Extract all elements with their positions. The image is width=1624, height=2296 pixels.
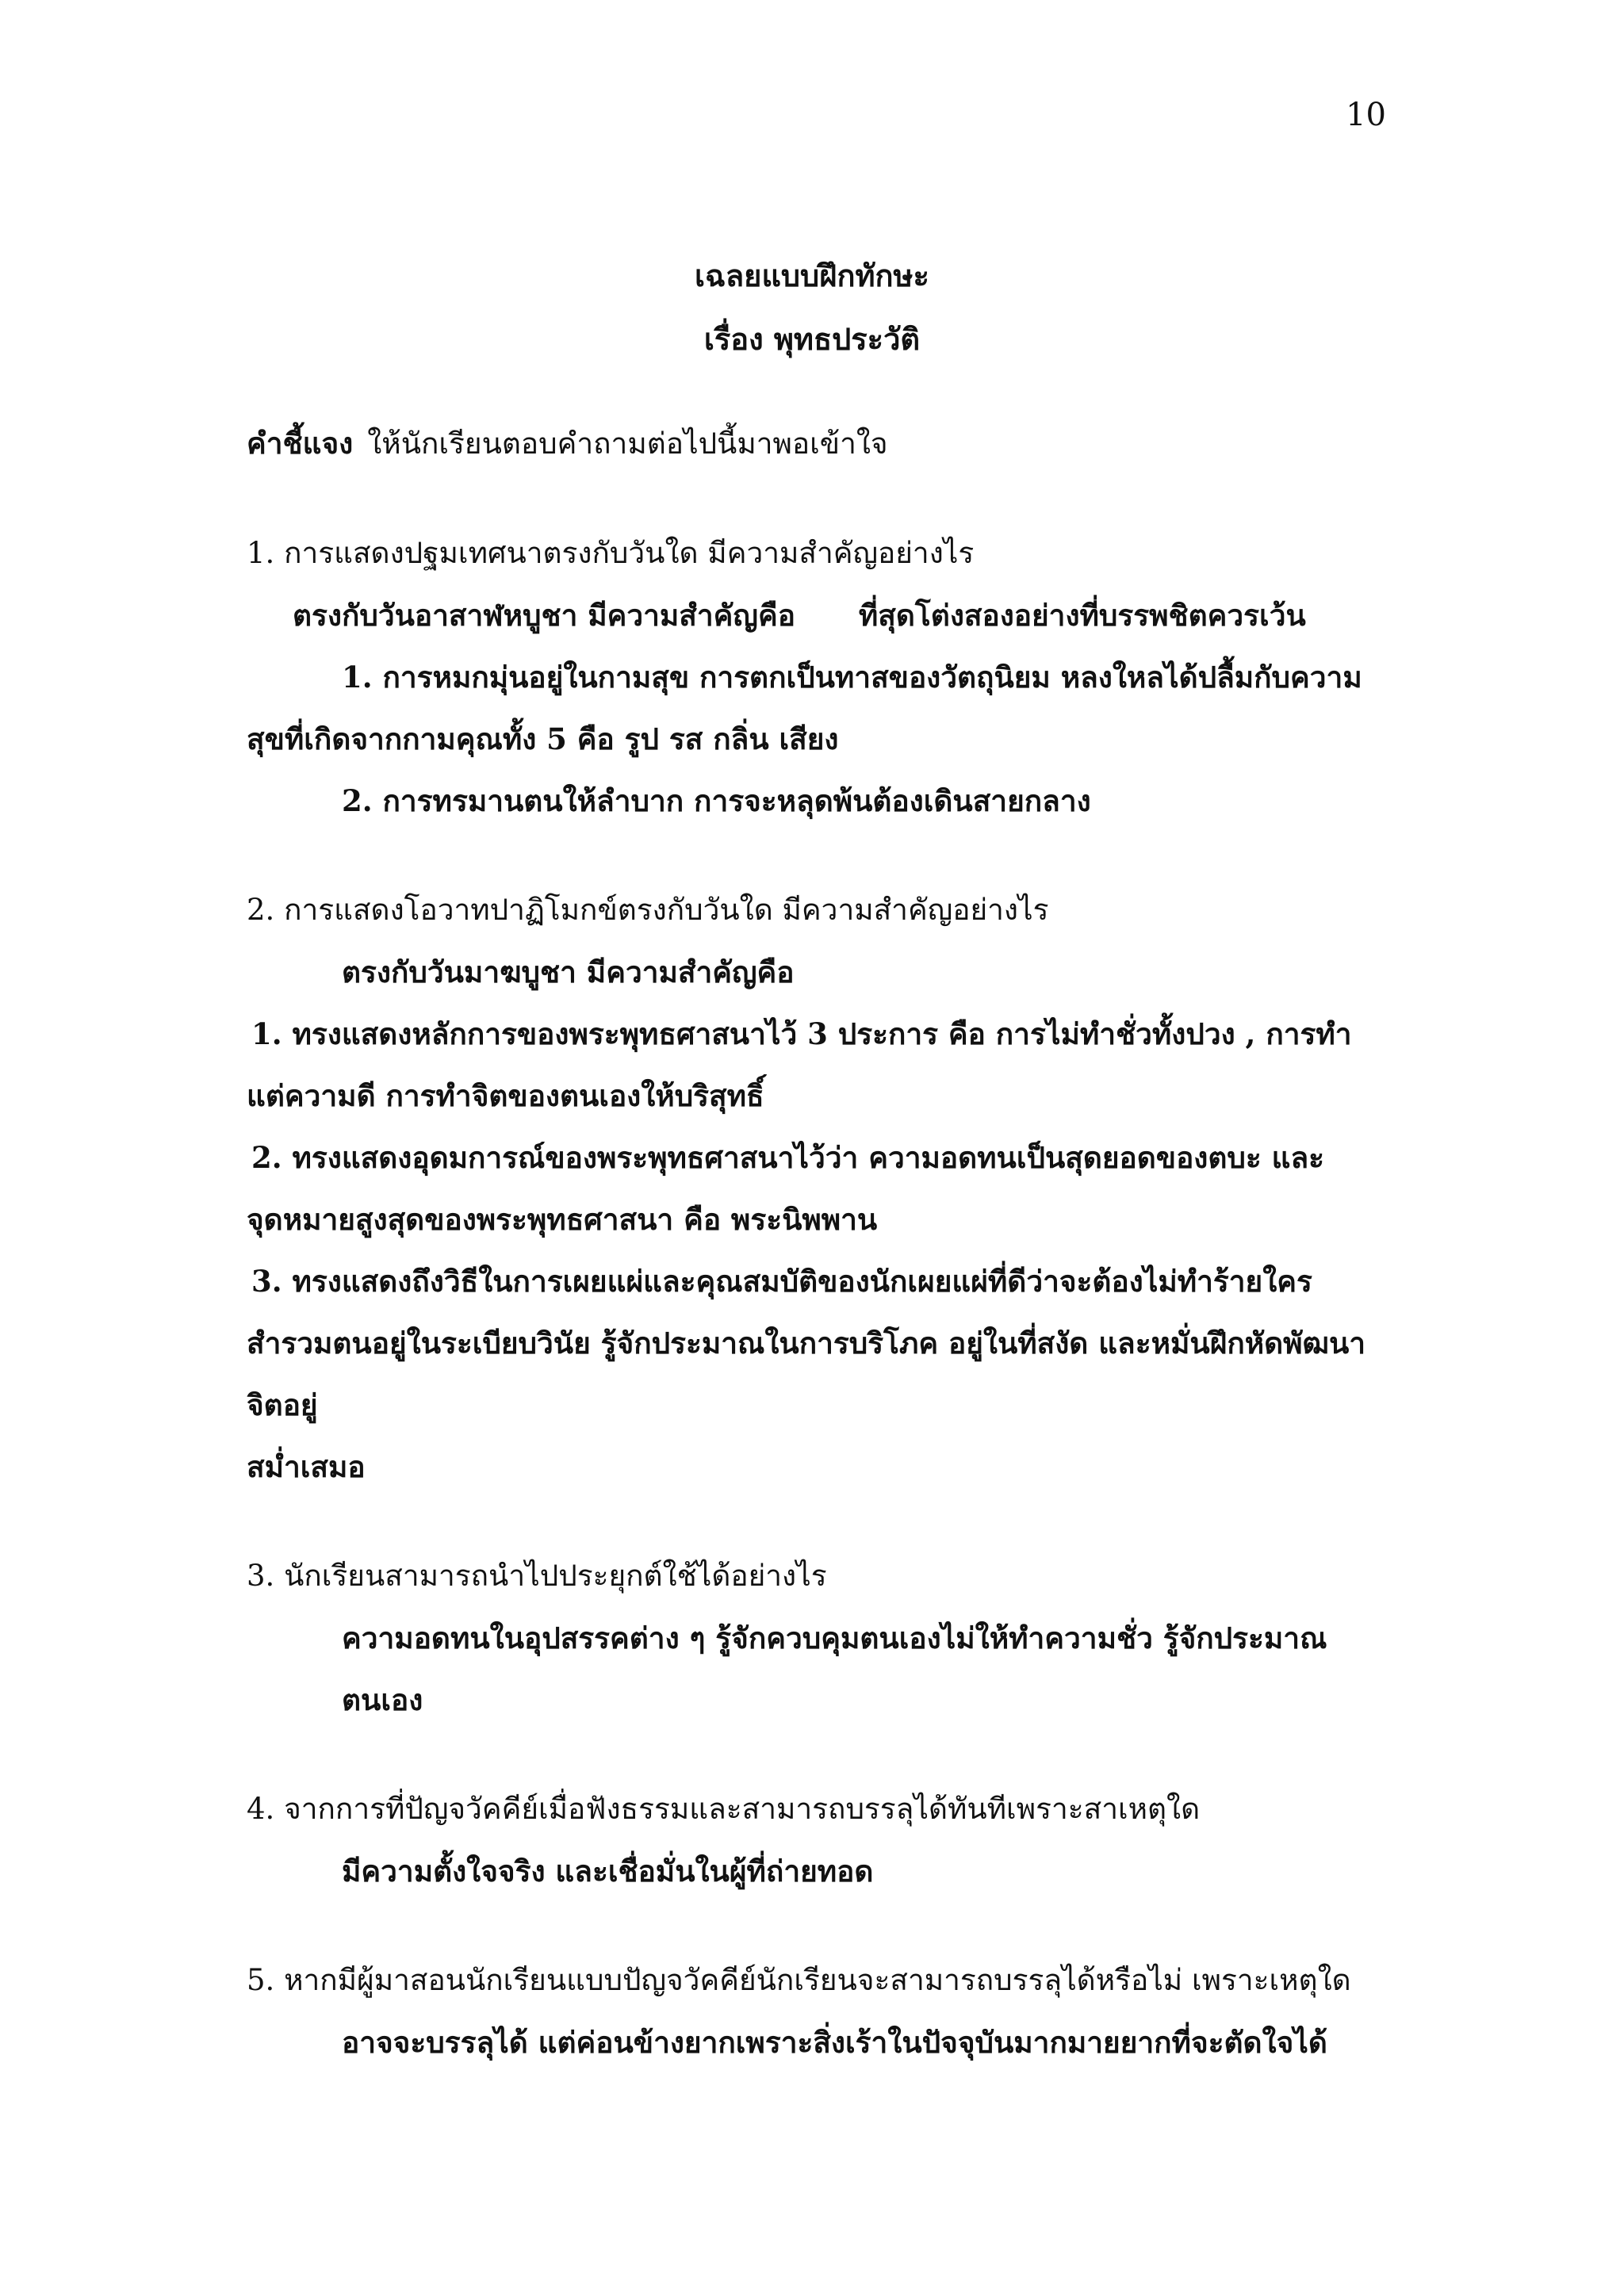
- answer-2-point-2-cont: จุดหมายสูงสุดของพระพุทธศาสนา คือ พระนิพพาน: [247, 1202, 878, 1237]
- answer-1-point-1: 1. การหมกมุ่นอยู่ในกามสุข การตกเป็นทาสของวัตถุนิยม หลงใหลได้ปลื้มกับความสุขที่เกิดจากกามคุณทั้ง 5 คือ รูป รส กลิ่น เสียง: [247, 660, 1362, 756]
- answer-1-point-2: 2. การทรมานตนให้ลำบาก การจะหลุดพ้นต้องเดินสายกลาง: [342, 783, 1091, 818]
- question-2-section: [247, 879, 1388, 1498]
- answer-2-point-1: 1. ทรงแสดงหลักการของพระพุทธศาสนาไว้ 3 ประการ คือ การไม่ทำชั่วทั้งปวง , การทำ: [251, 1016, 1352, 1051]
- question-3: 3. นักเรียนสามารถนำไปประยุกต์ใช้ได้อย่างไร: [247, 1559, 827, 1593]
- answer-2-point-1-cont: แต่ความดี การทำจิตของตนเองให้บริสุทธิ์: [247, 1078, 764, 1113]
- answer-2-point-3-cont: สำรวมตนอยู่ในระเบียบวินัย รู้จักประมาณในการบริโภค อยู่ในที่สงัด และหมั่นฝึกหัดพัฒนาจิตอยู่: [247, 1326, 1366, 1422]
- answer-5: อาจจะบรรลุได้ แต่ค่อนข้างยากเพราะสิ่งเร้าในปัจจุบันมากมายยากที่จะตัดใจได้: [342, 2025, 1327, 2060]
- title-block: [0, 244, 1624, 371]
- question-3-section: [247, 1545, 1388, 1731]
- instructions-label: คำชี้แจง: [247, 426, 354, 461]
- page-number: 10: [1346, 97, 1386, 133]
- answer-2-point-3: 3. ทรงแสดงถึงวิธีในการเผยแผ่และคุณสมบัติของนักเผยแผ่ที่ดีว่าจะต้องไม่ทำร้ายใคร: [251, 1264, 1312, 1299]
- instructions: [247, 412, 1388, 475]
- page-subtitle: เรื่อง พุทธประวัติ: [703, 321, 921, 357]
- question-1-section: [247, 522, 1388, 832]
- document-body: [247, 412, 1388, 2121]
- question-1: 1. การแสดงปฐมเทศนาตรงกับวันใด มีความสำคัญอย่างไร: [247, 536, 975, 570]
- question-2: 2. การแสดงโอวาทปาฏิโมกข์ตรงกับวันใด มีความสำคัญอย่างไร: [247, 893, 1049, 927]
- question-5: 5. หากมีผู้มาสอนนักเรียนแบบปัญจวัคคีย์นักเรียนจะสามารถบรรลุได้หรือไม่ เพราะเหตุใด: [247, 1963, 1351, 1997]
- page-title: เฉลยแบบฝึกทักษะ: [695, 258, 929, 293]
- instructions-text: ให้นักเรียนตอบคำถามต่อไปนี้มาพอเข้าใจ: [367, 427, 888, 461]
- question-4: 4. จากการที่ปัญจวัคคีย์เมื่อฟังธรรมและสามารถบรรลุได้ทันทีเพราะสาเหตุใด: [247, 1792, 1201, 1826]
- answer-1-lead: [247, 584, 1388, 646]
- answer-1-lead-text: ตรงกับวันอาสาฬหบูชา มีความสำคัญคือ: [293, 598, 795, 633]
- answer-3: ความอดทนในอุปสรรคต่าง ๆ รู้จักควบคุมตนเองไม่ให้ทำความชั่ว รู้จักประมาณตนเอง: [342, 1621, 1327, 1717]
- answer-2-point-3-cont2: สม่ำเสมอ: [247, 1449, 366, 1484]
- answer-2-lead: ตรงกับวันมาฆบูชา มีความสำคัญคือ: [342, 955, 795, 989]
- answer-1-lead-tail: ที่สุดโต่งสองอย่างที่บรรพชิตควรเว้น: [858, 598, 1306, 633]
- question-4-section: [247, 1778, 1388, 1902]
- answer-4: มีความตั้งใจจริง และเชื่อมั่นในผู้ที่ถ่ายทอด: [342, 1854, 874, 1888]
- question-5-section: [247, 1950, 1388, 2073]
- answer-2-point-2: 2. ทรงแสดงอุดมการณ์ของพระพุทธศาสนาไว้ว่า ความอดทนเป็นสุดยอดของตบะ และ: [251, 1140, 1325, 1175]
